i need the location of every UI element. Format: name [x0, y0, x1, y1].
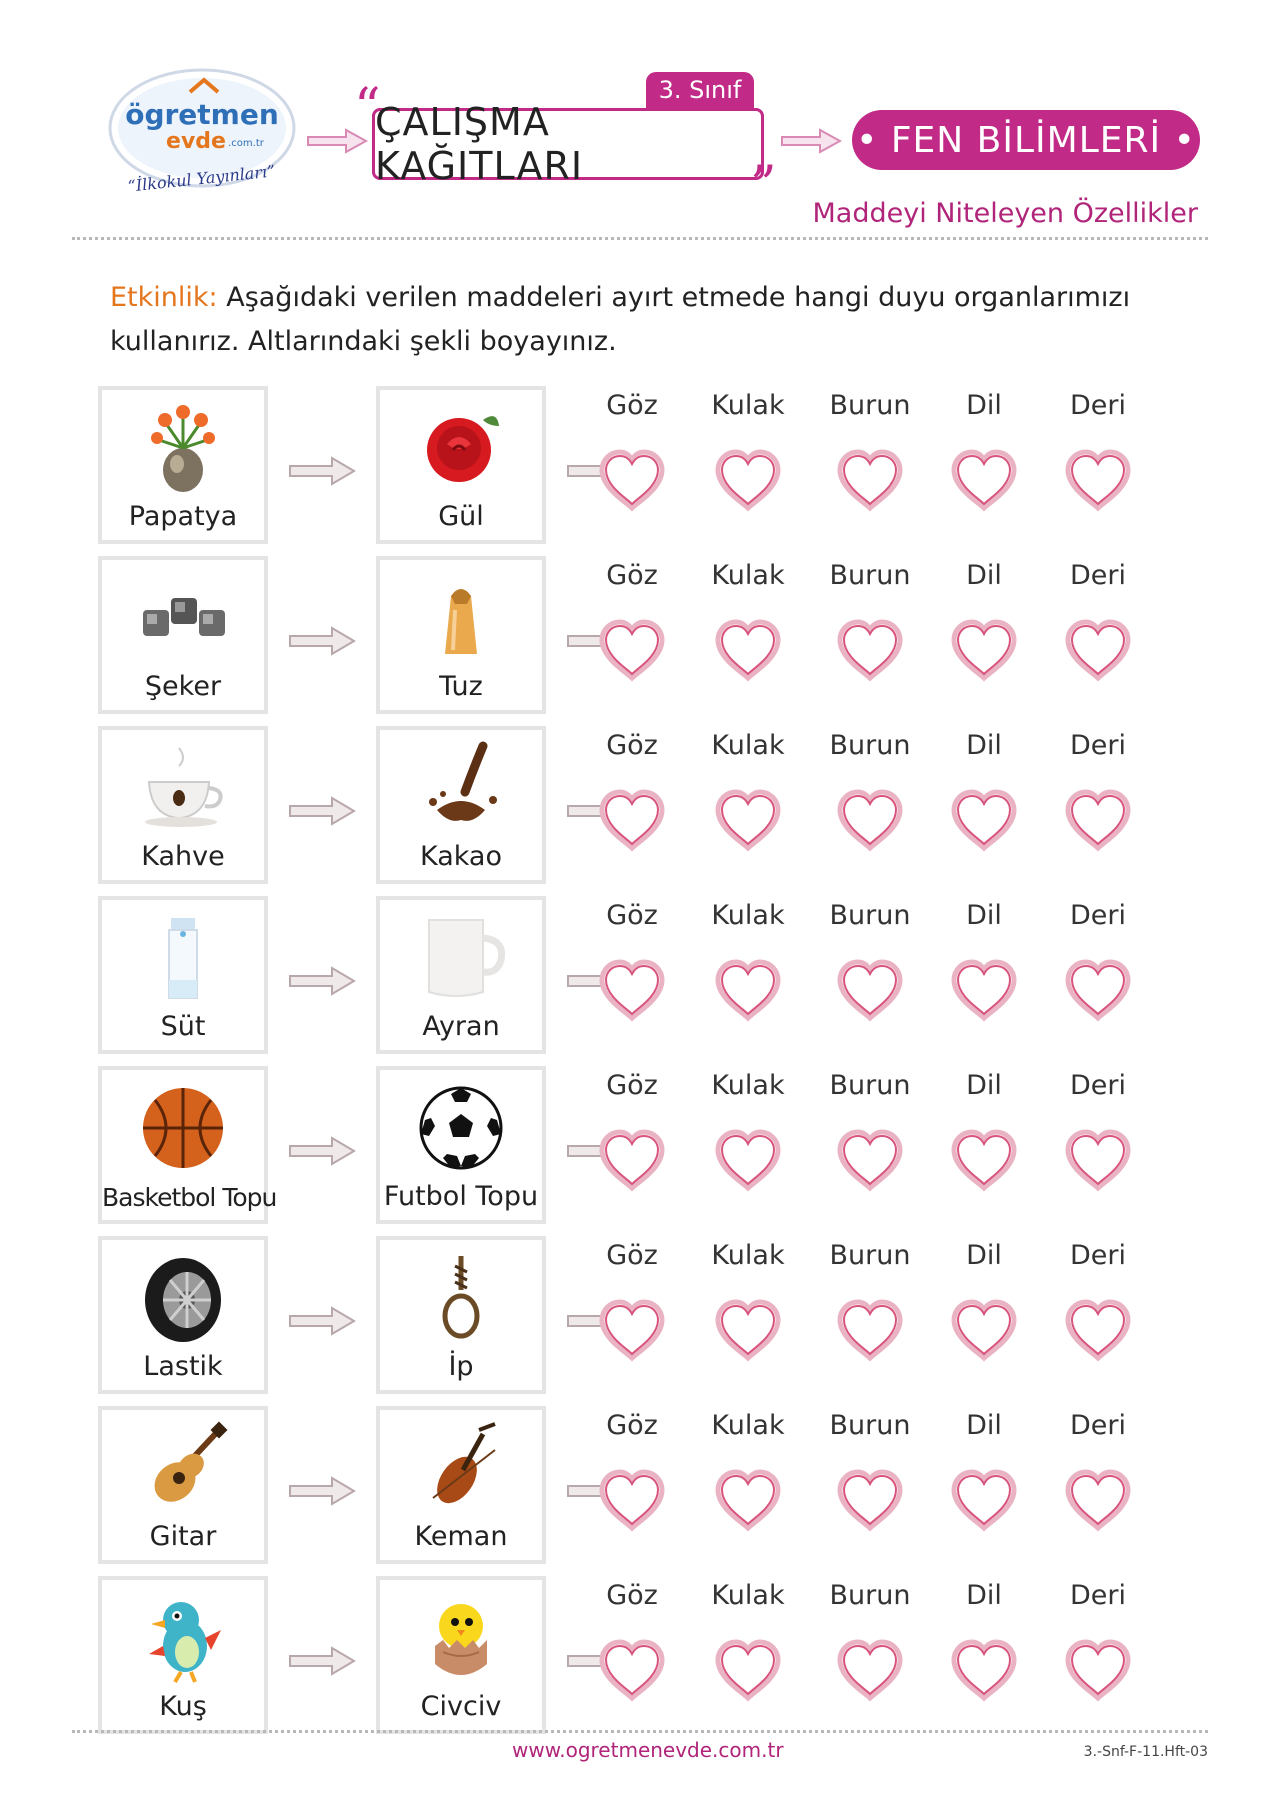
violin-icon	[380, 1416, 542, 1520]
right-item-label: Kakao	[419, 841, 502, 872]
sense-label: Kulak	[711, 560, 785, 591]
sense-label: Deri	[1069, 1580, 1126, 1611]
heart-color-target-icon[interactable]	[596, 958, 668, 1022]
tire-icon	[102, 1246, 264, 1350]
sense-label: Burun	[829, 1580, 911, 1611]
subtopic-title: Maddeyi Niteleyen Özellikler	[812, 198, 1198, 229]
right-item-card	[376, 386, 546, 544]
sense-label: Dil	[966, 390, 1002, 421]
heart-color-target-icon[interactable]	[948, 1468, 1020, 1532]
sense-label: Göz	[606, 390, 658, 421]
arrow-right-icon	[288, 626, 356, 656]
heart-color-target-icon[interactable]	[948, 618, 1020, 682]
right-item-label: Ayran	[422, 1011, 500, 1042]
right-item-card	[376, 896, 546, 1054]
arrow-right-icon	[288, 796, 356, 826]
sense-label: Deri	[1069, 1240, 1126, 1271]
svg-text:“İlkokul Yayınları”: “İlkokul Yayınları”	[126, 161, 277, 196]
sense-label: Kulak	[711, 1410, 785, 1441]
sense-label: Kulak	[711, 730, 785, 761]
svg-text:evde: evde	[166, 129, 226, 154]
daisy-vase-icon	[102, 396, 264, 500]
left-item-card	[98, 1406, 268, 1564]
right-item-label: Tuz	[439, 671, 483, 702]
right-item-card	[376, 1576, 546, 1734]
heart-color-target-icon[interactable]	[834, 788, 906, 852]
heart-color-target-icon[interactable]	[596, 1468, 668, 1532]
sense-label: Burun	[829, 730, 911, 761]
heart-color-target-icon[interactable]	[948, 448, 1020, 512]
sense-label: Göz	[606, 1410, 658, 1441]
sugar-cubes-icon	[102, 566, 264, 670]
sense-label: Burun	[829, 1410, 911, 1441]
heart-color-target-icon[interactable]	[712, 958, 784, 1022]
sense-label: Deri	[1069, 730, 1126, 761]
header-arrow-icon	[780, 128, 842, 154]
heart-color-target-icon[interactable]	[1062, 1468, 1134, 1532]
right-item-card	[376, 556, 546, 714]
left-item-label: Papatya	[128, 501, 238, 532]
left-item-label: Süt	[160, 1011, 206, 1042]
left-item-label: Gitar	[149, 1521, 217, 1552]
sense-label: Kulak	[711, 1240, 785, 1271]
right-item-card	[376, 1236, 546, 1394]
milk-bottle-icon	[102, 906, 264, 1010]
basketball-icon	[102, 1076, 264, 1180]
sense-label: Kulak	[711, 900, 785, 931]
footer-code: 3.-Snf-F-11.Hft-03	[1083, 1744, 1208, 1760]
sense-label: Kulak	[711, 1070, 785, 1101]
heart-color-target-icon[interactable]	[596, 448, 668, 512]
sense-label: Göz	[606, 1070, 658, 1101]
sense-label: Göz	[606, 900, 658, 931]
heart-color-target-icon[interactable]	[712, 1638, 784, 1702]
left-item-card	[98, 726, 268, 884]
heart-color-target-icon[interactable]	[712, 1128, 784, 1192]
sense-label: Kulak	[711, 390, 785, 421]
heart-color-target-icon[interactable]	[834, 1468, 906, 1532]
left-item-card	[98, 1066, 277, 1224]
publisher-logo	[104, 62, 300, 208]
right-item-label: Gül	[438, 501, 484, 532]
right-item-label: Keman	[414, 1521, 508, 1552]
divider	[72, 237, 1208, 240]
left-item-card	[98, 896, 268, 1054]
heart-color-target-icon[interactable]	[596, 1298, 668, 1362]
quote-close-mark: ”	[750, 156, 777, 216]
sense-label: Göz	[606, 1240, 658, 1271]
left-item-card	[98, 1576, 268, 1734]
sense-label: Deri	[1069, 390, 1126, 421]
left-item-label: Lastik	[143, 1351, 223, 1382]
right-item-card	[376, 1066, 546, 1224]
right-item-card	[376, 726, 546, 884]
heart-color-target-icon[interactable]	[712, 448, 784, 512]
right-item-label: Futbol Topu	[383, 1181, 539, 1212]
sense-label: Burun	[829, 1070, 911, 1101]
sense-label: Dil	[966, 900, 1002, 931]
sense-label: Deri	[1069, 1410, 1126, 1441]
soccer-ball-icon	[380, 1076, 542, 1180]
salt-shaker-icon	[380, 566, 542, 670]
sense-label: Kulak	[711, 1580, 785, 1611]
heart-color-target-icon[interactable]	[948, 958, 1020, 1022]
heart-color-target-icon[interactable]	[834, 448, 906, 512]
bird-icon	[102, 1586, 264, 1690]
arrow-right-icon	[288, 1476, 356, 1506]
left-item-card	[98, 556, 268, 714]
grade-badge: 3. Sınıf	[646, 72, 754, 108]
heart-color-target-icon[interactable]	[1062, 1128, 1134, 1192]
subject-badge: • FEN BİLİMLERİ •	[852, 110, 1200, 170]
heart-color-target-icon[interactable]	[834, 1298, 906, 1362]
heart-color-target-icon[interactable]	[1062, 618, 1134, 682]
sense-label: Burun	[829, 390, 911, 421]
arrow-right-icon	[288, 1136, 356, 1166]
heart-color-target-icon[interactable]	[948, 1638, 1020, 1702]
heart-color-target-icon[interactable]	[712, 788, 784, 852]
sense-label: Göz	[606, 730, 658, 761]
svg-text:ögretmen: ögretmen	[125, 98, 279, 131]
heart-color-target-icon[interactable]	[948, 788, 1020, 852]
sense-label: Deri	[1069, 900, 1126, 931]
left-item-card	[98, 386, 268, 544]
sense-label: Dil	[966, 1240, 1002, 1271]
sense-label: Dil	[966, 1580, 1002, 1611]
right-item-label: Civciv	[420, 1691, 502, 1722]
arrow-right-icon	[288, 1646, 356, 1676]
quote-open-mark: “	[354, 78, 381, 138]
sense-label: Burun	[829, 900, 911, 931]
activity-label: Etkinlik:	[110, 282, 218, 313]
activity-instruction	[110, 276, 1170, 364]
heart-color-target-icon[interactable]	[834, 618, 906, 682]
page-title: ÇALIŞMA KAĞITLARI	[372, 108, 764, 180]
heart-color-target-icon[interactable]	[596, 618, 668, 682]
footer-website: www.ogretmenevde.com.tr	[512, 1738, 784, 1762]
left-item-label: Şeker	[144, 671, 222, 702]
arrow-right-icon	[288, 966, 356, 996]
sense-label: Dil	[966, 1070, 1002, 1101]
heart-color-target-icon[interactable]	[1062, 958, 1134, 1022]
sense-label: Burun	[829, 560, 911, 591]
heart-color-target-icon[interactable]	[596, 1638, 668, 1702]
sense-label: Dil	[966, 1410, 1002, 1441]
sense-label: Göz	[606, 1580, 658, 1611]
guitar-icon	[102, 1416, 264, 1520]
sense-label: Dil	[966, 560, 1002, 591]
heart-color-target-icon[interactable]	[834, 958, 906, 1022]
heart-color-target-icon[interactable]	[834, 1128, 906, 1192]
rope-icon	[380, 1246, 542, 1350]
divider	[72, 1730, 1208, 1733]
heart-color-target-icon[interactable]	[1062, 788, 1134, 852]
ayran-mug-icon	[380, 906, 542, 1010]
activity-text: Aşağıdaki verilen maddeleri ayırt etmede hangi duyu organlarımızı kullanırız. Altlarındaki şekli boyayınız.	[110, 282, 1131, 357]
left-item-label: Kuş	[159, 1691, 207, 1722]
svg-text:.com.tr: .com.tr	[228, 138, 264, 149]
heart-color-target-icon[interactable]	[712, 1468, 784, 1532]
coffee-cup-icon	[102, 736, 264, 840]
chick-icon	[380, 1586, 542, 1690]
right-item-card	[376, 1406, 546, 1564]
right-item-label: İp	[448, 1351, 474, 1382]
arrow-right-icon	[288, 1306, 356, 1336]
heart-color-target-icon[interactable]	[1062, 1638, 1134, 1702]
left-item-label: Kahve	[141, 841, 225, 872]
sense-label: Dil	[966, 730, 1002, 761]
sense-label: Deri	[1069, 1070, 1126, 1101]
heart-color-target-icon[interactable]	[834, 1638, 906, 1702]
sense-label: Göz	[606, 560, 658, 591]
heart-color-target-icon[interactable]	[712, 618, 784, 682]
rose-icon	[380, 396, 542, 500]
heart-color-target-icon[interactable]	[712, 1298, 784, 1362]
sense-label: Burun	[829, 1240, 911, 1271]
arrow-right-icon	[288, 456, 356, 486]
left-item-card	[98, 1236, 268, 1394]
heart-color-target-icon[interactable]	[1062, 448, 1134, 512]
left-item-label: Basketbol Topu	[102, 1183, 277, 1212]
heart-color-target-icon[interactable]	[596, 1128, 668, 1192]
sense-label: Deri	[1069, 560, 1126, 591]
heart-color-target-icon[interactable]	[1062, 1298, 1134, 1362]
heart-color-target-icon[interactable]	[948, 1128, 1020, 1192]
heart-color-target-icon[interactable]	[948, 1298, 1020, 1362]
heart-color-target-icon[interactable]	[596, 788, 668, 852]
cocoa-splash-icon	[380, 736, 542, 840]
